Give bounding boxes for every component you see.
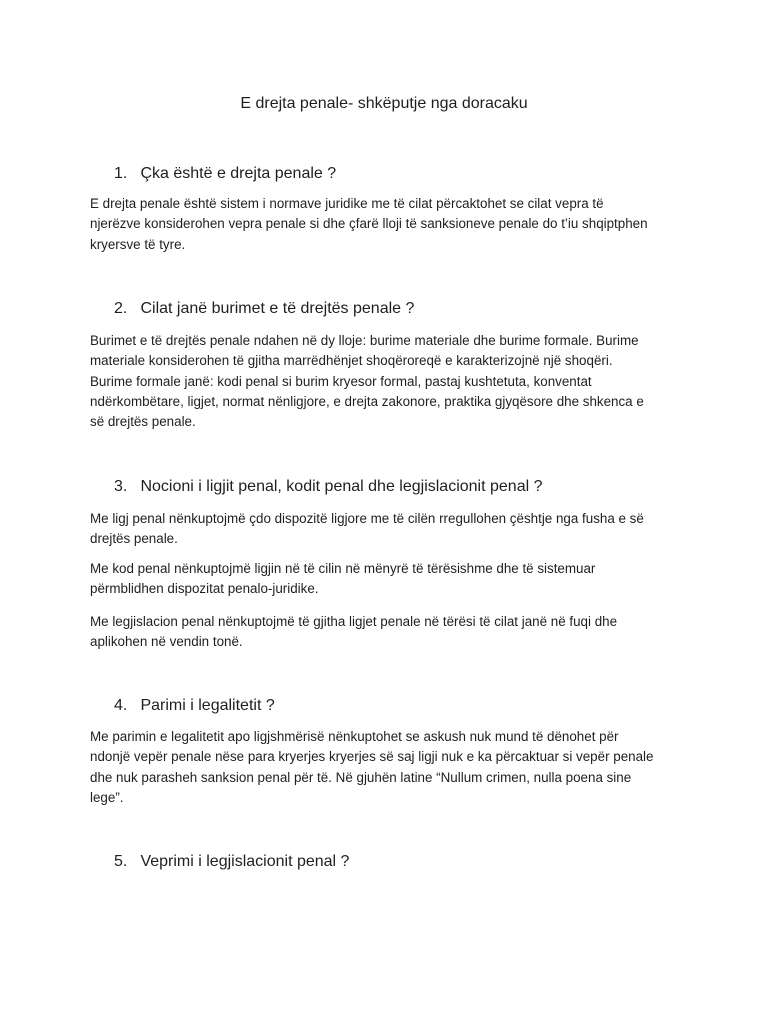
paragraph-3-2	[90, 559, 680, 600]
paragraph-1-1	[90, 194, 680, 255]
section-heading-text-3: Nocioni i ligjit penal, kodit penal dhe legjislacionit penal ?	[140, 478, 543, 495]
paragraph-4-1	[90, 727, 680, 808]
text-line: materiale konsiderohen të gjitha marrëdhënjet shoqëroreqë e karakterizojnë një shoqëri.	[90, 353, 613, 369]
text-line: dhe nuk parasheh sanksion penal për të. Në gjuhën latine “Nullum crimen, nulla poena sine	[90, 769, 632, 785]
section-heading-1	[114, 164, 336, 184]
paragraph-3-3	[90, 612, 680, 653]
text-line: aplikohen në vendin tonë.	[90, 634, 243, 650]
text-line: Me parimin e legalitetit apo ligjshmërisë nënkuptohet se askush nuk mund të dënohet për	[90, 729, 619, 744]
text-line: drejtës penale.	[90, 531, 178, 547]
text-line: Me legjislacion penal nënkuptojmë të gjitha ligjet penale në tërësi të cilat janë në fuqi dhe	[90, 614, 618, 629]
section-heading-3	[114, 477, 542, 497]
section-heading-5	[114, 852, 349, 872]
section-number-5: 5.	[114, 853, 128, 870]
text-line: njerëzve konsiderohen vepra penale si dhe çfarë lloji të sanksioneve penale do t’iu shqiptphen	[90, 216, 648, 232]
section-heading-text-1: Çka është e drejta penale ?	[140, 165, 337, 182]
section-number-2: 2.	[114, 300, 128, 317]
section-heading-text-4: Parimi i legalitetit ?	[140, 697, 275, 714]
section-number-1: 1.	[114, 165, 128, 182]
section-number-4: 4.	[114, 697, 128, 714]
paragraph-2-1	[90, 331, 680, 432]
text-line: Me kod penal nënkuptojmë ligjin në të cilin në mënyrë të tërësishme dhe të sistemuar	[90, 561, 596, 576]
text-line: Burime formale janë: kodi penal si burim kryesor formal, pastaj kushtetuta, konventat	[90, 373, 592, 389]
text-line: së drejtës penale.	[90, 414, 196, 430]
text-line: ndërkombëtare, ligjet, normat nënligjore, e drejta zakonore, praktika gjyqësore dhe shkenca e	[90, 393, 644, 409]
section-heading-text-2: Cilat janë burimet e të drejtës penale ?	[140, 300, 415, 317]
section-number-3: 3.	[114, 478, 128, 495]
text-line: ndonjë vepër penale nëse para kryerjes kryerjes së saj ligji nuk e ka përcaktuar si vepër penale	[90, 749, 654, 765]
paragraph-3-1	[90, 509, 680, 550]
section-heading-text-5: Veprimi i legjislacionit penal ?	[140, 853, 350, 870]
text-line: kryersve të tyre.	[90, 236, 186, 252]
text-line: Me ligj penal nënkuptojmë çdo dispozitë ligjore me të cilën rregullohen çështje nga fusha e së	[90, 511, 644, 526]
section-heading-2	[114, 299, 414, 319]
text-line: lege”.	[90, 789, 124, 805]
section-heading-4	[114, 696, 275, 716]
document-title: E drejta penale- shkëputje nga doracaku	[240, 95, 528, 112]
text-line: përmblidhen dispozitat penalo-juridike.	[90, 581, 319, 597]
text-line: E drejta penale është sistem i normave juridike me të cilat përcaktohet se cilat vepra të	[90, 196, 604, 211]
text-line: Burimet e të drejtës penale ndahen në dy lloje: burime materiale dhe burime formale. Burime	[90, 333, 639, 348]
